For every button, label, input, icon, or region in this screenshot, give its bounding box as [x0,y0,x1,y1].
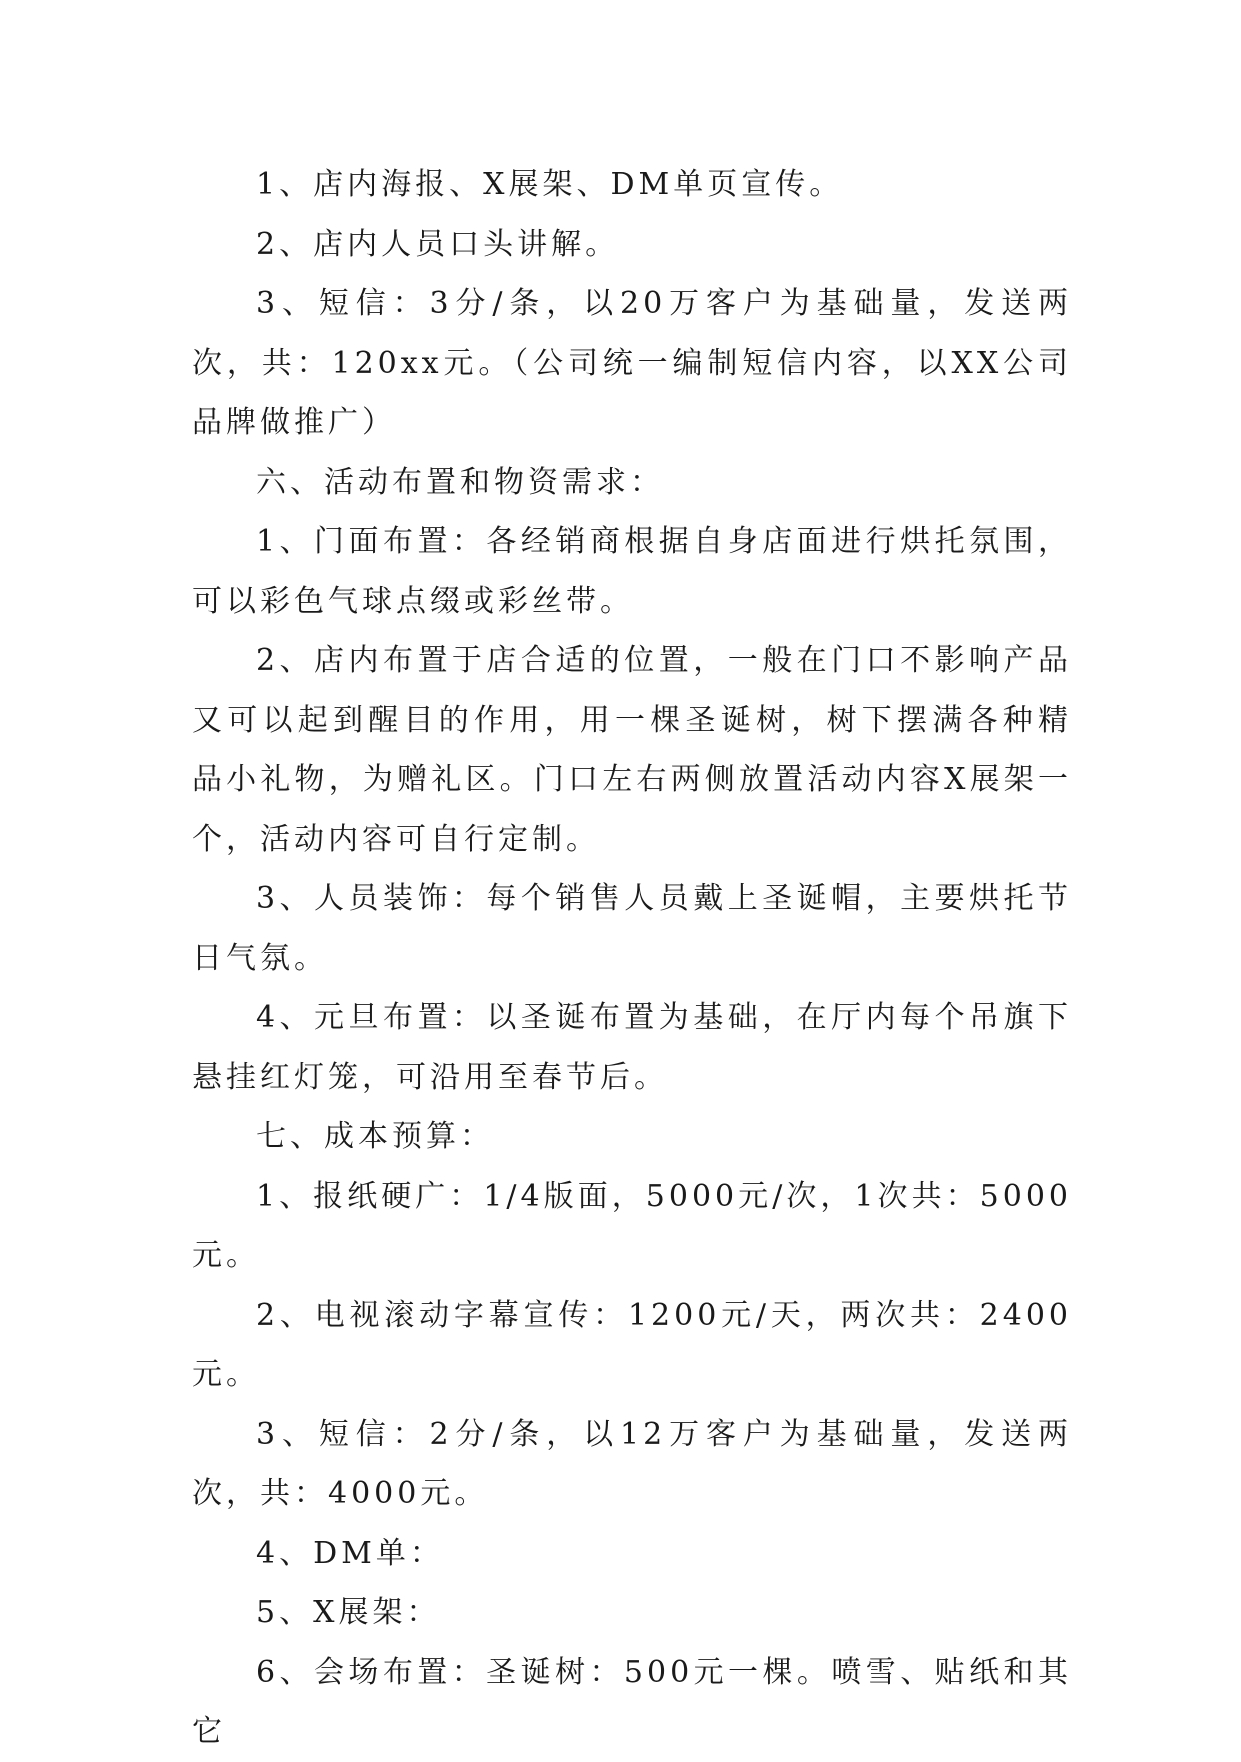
paragraph-new-year-layout: 4、元旦布置：以圣诞布置为基础，在厅内每个吊旗下悬挂红灯笼，可沿用至春节后。 [192,1000,1072,1095]
paragraph-promo-materials: 1、店内海报、X展架、DM单页宣传。 [256,167,844,202]
paragraph-tv-cost: 2、电视滚动字幕宣传：1200元/天，两次共：2400元。 [192,1297,1072,1392]
section-heading-layout-materials: 六、活动布置和物资需求： [256,464,664,500]
paragraph-venue-cost: 6、会场布置：圣诞树：500元一棵。喷雪、贴纸和其它 [192,1654,1072,1749]
paragraph-instore-layout: 2、店内布置于店合适的位置，一般在门口不影响产品又可以起到醒目的作用，用一棵圣诞树，树下摆满各种精品小礼物，为赠礼区。门口左右两侧放置活动内容X展架一个，活动内容可自行定制。 [192,643,1072,857]
paragraph-sms-cost: 3、短信：2分/条，以12万客户为基础量，发送两次，共：4000元。 [192,1416,1072,1511]
document-body [192,155,1072,1762]
paragraph-storefront-layout: 1、门面布置：各经销商根据自身店面进行烘托氛围，可以彩色气球点缀或彩丝带。 [192,524,1072,619]
section-heading-cost-budget: 七、成本预算： [256,1119,494,1154]
paragraph-dm-cost: 4、DM单： [256,1535,444,1571]
paragraph-staff-explanation: 2、店内人员口头讲解。 [256,226,620,262]
paragraph-sms-promo: 3、短信：3分/条，以20万客户为基础量，发送两次，共：120xx元。（公司统一编制短信内容，以XX公司品牌做推广） [192,286,1072,440]
paragraph-x-stand-cost: 5、X展架： [256,1595,441,1630]
paragraph-staff-decoration: 3、人员装饰：每个销售人员戴上圣诞帽，主要烘托节日气氛。 [192,881,1072,976]
paragraph-newspaper-cost: 1、报纸硬广：1/4版面，5000元/次，1次共：5000元。 [192,1178,1072,1273]
